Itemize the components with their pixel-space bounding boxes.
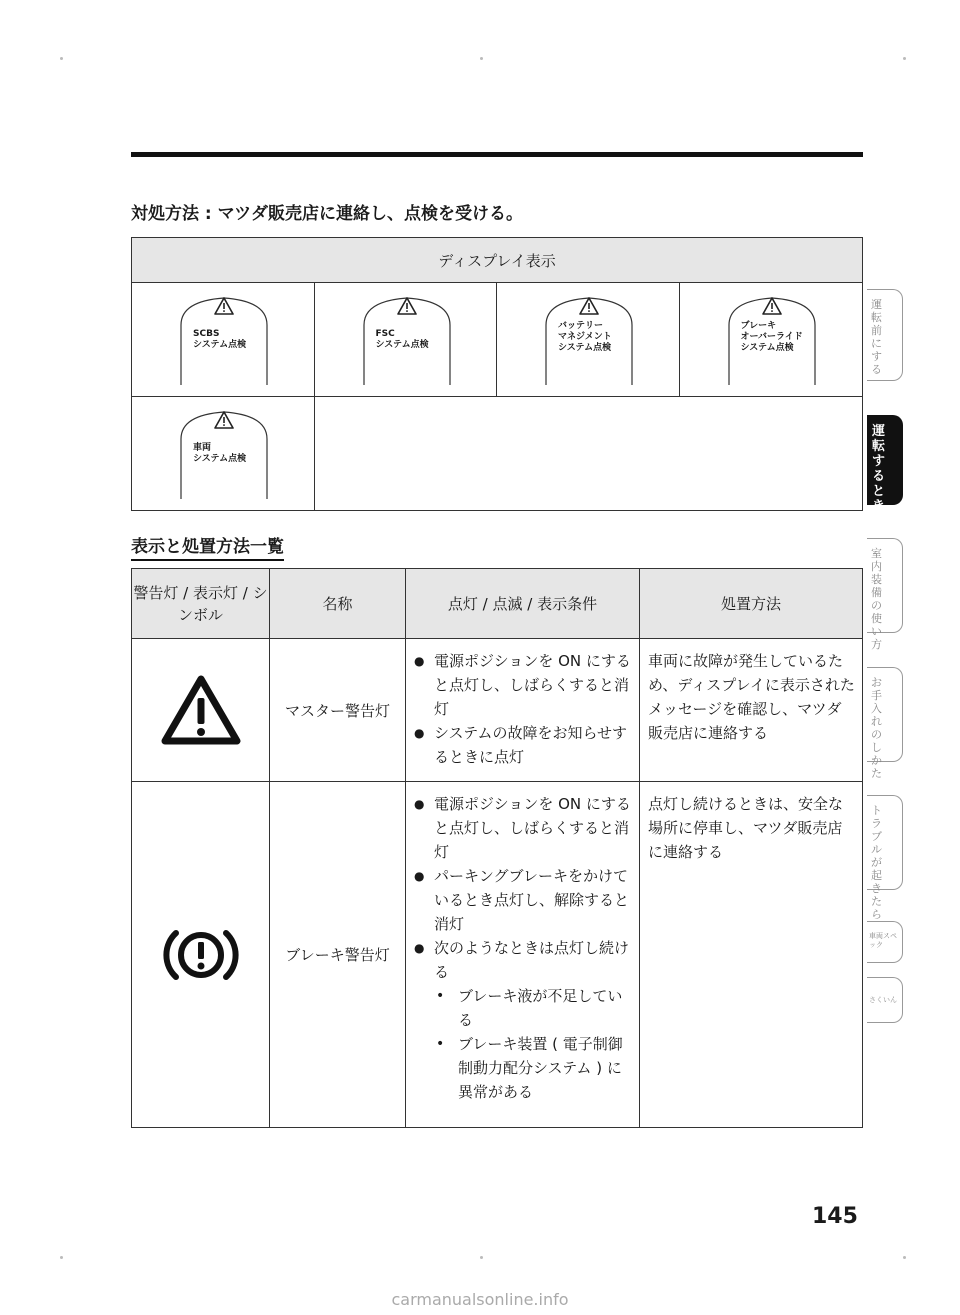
- header-condition: 点灯 / 点滅 / 表示条件: [406, 569, 640, 638]
- side-tab-maintenance[interactable]: [867, 667, 903, 780]
- warning-triangle-icon: [579, 297, 599, 315]
- list-item: ● システムの故障をお知らせするときに点灯: [412, 721, 635, 769]
- table-header-row: [132, 569, 862, 639]
- list-item: ● 電源ポジションを ON にすると点灯し、しばらくすると消灯: [412, 792, 635, 864]
- symbol-cell: [132, 782, 270, 1127]
- list-item: ● 次のようなときは点灯し続ける: [412, 936, 635, 984]
- side-tab-before-driving[interactable]: [867, 289, 903, 381]
- master-warning-icon: [161, 674, 241, 746]
- side-tab-index[interactable]: [867, 977, 903, 1023]
- display-cell: [315, 283, 498, 396]
- side-tab-interior[interactable]: [867, 538, 903, 651]
- page-number: 145: [812, 1204, 858, 1229]
- display-screen: [545, 295, 633, 385]
- brake-warning-icon: [162, 925, 240, 985]
- display-screen: [363, 295, 451, 385]
- lamp-name: ブレーキ警告灯: [270, 782, 406, 1127]
- display-screen: [180, 295, 268, 385]
- screen-message: FSC システム点検: [375, 329, 429, 350]
- display-cell: [132, 283, 315, 396]
- crop-mark: [903, 57, 906, 60]
- side-tab-label: 車両スペック: [869, 932, 897, 949]
- list-item: ● パーキングブレーキをかけているとき点灯し、解除すると消灯: [412, 864, 635, 936]
- screen-message: バッテリー マネジメント システム点検: [558, 321, 612, 353]
- display-table: [131, 237, 863, 511]
- side-tab-label: 運転するときに: [872, 424, 886, 529]
- header-name: 名称: [270, 569, 406, 638]
- display-cell-empty: [315, 397, 862, 510]
- crop-mark: [60, 1256, 63, 1259]
- crop-mark: [480, 57, 483, 60]
- crop-mark: [903, 1256, 906, 1259]
- crop-mark: [60, 57, 63, 60]
- side-tab-label: さくいん: [869, 996, 897, 1004]
- table-row: [132, 782, 862, 1127]
- warning-triangle-icon: [762, 297, 782, 315]
- display-row: [132, 283, 862, 397]
- side-tab-label: お手入れのしかた: [871, 676, 882, 780]
- side-tab-specs[interactable]: [867, 921, 903, 963]
- screen-message: SCBS システム点検: [193, 329, 247, 350]
- action-cell: 車両に故障が発生しているため、ディスプレイに表示されたメッセージを確認し、マツダ販売店に連絡する: [648, 652, 855, 742]
- section-title: 表示と処置方法一覧: [131, 532, 284, 561]
- condition-cell: [406, 639, 640, 781]
- indicator-list-table: [131, 568, 863, 1128]
- sub-list-item: • ブレーキ液が不足している: [412, 984, 635, 1032]
- table-row: [132, 639, 862, 782]
- screen-message: 車両 システム点検: [193, 443, 247, 464]
- side-tab-driving[interactable]: [867, 415, 903, 529]
- side-tab-label: 室内装備の使い方: [871, 547, 882, 651]
- screen-message: ブレーキ オーバーライド システム点検: [740, 321, 803, 353]
- header-lamp: 警告灯 / 表示灯 / シンボル: [132, 569, 270, 638]
- crop-mark: [480, 1256, 483, 1259]
- warning-triangle-icon: [214, 297, 234, 315]
- side-tab-label: トラブルが起きたら: [871, 804, 882, 921]
- display-table-header: ディスプレイ表示: [132, 238, 862, 283]
- display-row: [132, 397, 862, 510]
- top-rule: [131, 152, 863, 157]
- side-tab-label: 運転前にする: [871, 298, 882, 376]
- lamp-name: マスター警告灯: [270, 639, 406, 781]
- display-screen: [180, 409, 268, 499]
- display-cell: [132, 397, 315, 510]
- list-item: ● 電源ポジションを ON にすると点灯し、しばらくすると消灯: [412, 649, 635, 721]
- action-cell: 点灯し続けるときは、安全な場所に停車し、マツダ販売店に連絡する: [648, 795, 844, 861]
- warning-triangle-icon: [397, 297, 417, 315]
- sub-list-item: • ブレーキ装置 ( 電子制御制動力配分システム ) に異常がある: [412, 1032, 635, 1104]
- display-cell: [680, 283, 863, 396]
- warning-triangle-icon: [214, 411, 234, 429]
- display-screen: [728, 295, 816, 385]
- condition-cell: [406, 782, 640, 1127]
- side-tab-trouble[interactable]: [867, 795, 903, 921]
- display-cell: [497, 283, 680, 396]
- symbol-cell: [132, 639, 270, 781]
- header-action: 処置方法: [720, 594, 781, 613]
- page-heading: 対処方法 : マツダ販売店に連絡し、点検を受ける。: [131, 204, 523, 224]
- watermark: carmanualsonline.info: [391, 1290, 569, 1309]
